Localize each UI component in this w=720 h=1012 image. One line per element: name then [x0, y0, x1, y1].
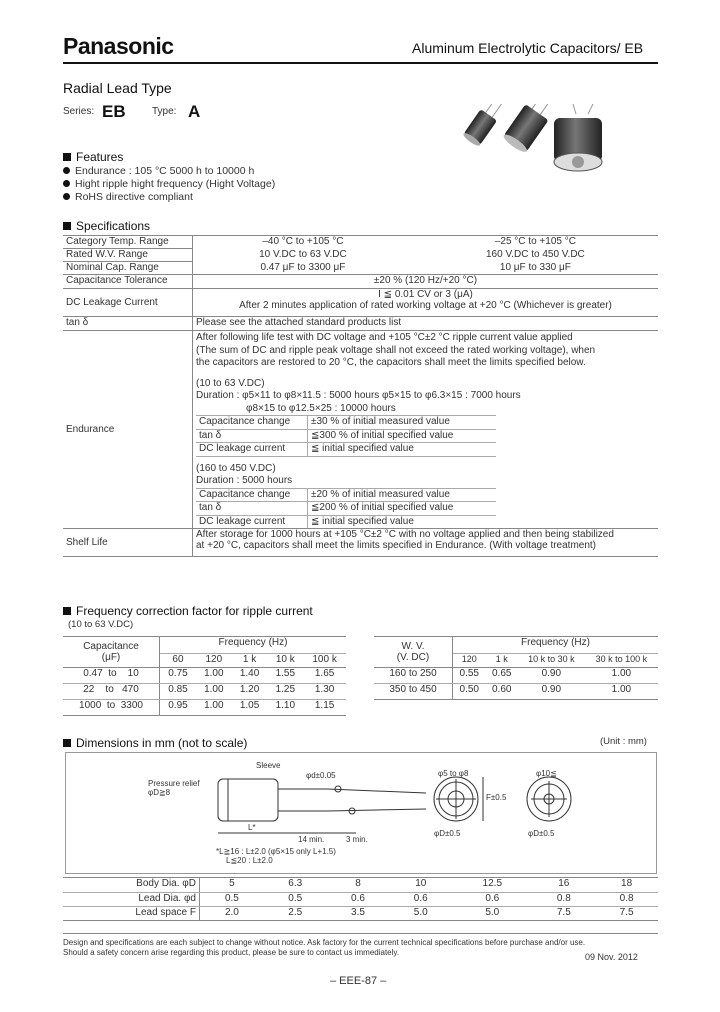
phi-label: φ10≦	[536, 769, 557, 778]
frequency-range: (10 to 63 V.DC)	[68, 619, 134, 630]
three-min-label: 3 min.	[346, 835, 368, 844]
spec-value: 10 μF to 330 μF	[413, 262, 658, 275]
pressure-label: Pressure relief	[148, 779, 200, 788]
wv-header: W. V. (V. DC)	[374, 637, 453, 668]
spec-label: Shelf Life	[63, 529, 193, 557]
product-title: Radial Lead Type	[63, 80, 172, 96]
endurance-detail: After following life test with DC voltage and +105 °C±2 °C ripple current value applied (The sum of DC and ripple peak voltage shall not exceed the rated working voltage), when the capacitors are restored to 20 °C, the capacitors shall meet the limits specified below. (10 to 63 V.DC) Duration : φ5×11 to φ8×11.5 : 5000 hours φ5×15 to φ6.3×15 : 7000 hours φ8×15 to φ12.5×25 : 10000 hours Capacitance change ±30 % of initial measured value tan δ ≦300 % of initial specified value DC leakage current ≦ initial specified value (160 to 450 V.DC) Duration : 5000 hours Capacitance change ±20 % of initial measured value tan δ ≦200 % of initial specified value DC leakage current ≦ initial specified value	[193, 331, 659, 529]
note-label: L≦20 : L±2.0	[226, 856, 273, 865]
frequency-heading: Frequency correction factor for ripple current	[63, 604, 313, 618]
specifications-table	[63, 235, 658, 557]
spec-value: –40 °C to +105 °C	[262, 236, 344, 247]
feature-item: Hight ripple hight frequency (Hight Voltage)	[63, 178, 275, 190]
spec-value: 160 V.DC to 450 V.DC	[486, 248, 585, 260]
type-label: Type:	[152, 106, 177, 117]
frequency-table-low: Capacitance (μF) Frequency (Hz) 60 120 1 k 10 k 100 k 0.47 to 10 0.75 1.00 1.40 1.55 1.65 22 to 470 0.85 1.00 1.20 1.25 1.30 1000 to 3300 0.95 1.00 1.05 1.10 1.15	[63, 636, 346, 716]
specifications-heading: Specifications	[63, 219, 150, 233]
dimension-drawing	[65, 752, 657, 874]
spec-label: Nominal Cap. Range	[63, 262, 193, 275]
dimensions-heading: Dimensions in mm (not to scale)	[63, 736, 247, 750]
series-value: EB	[102, 102, 126, 121]
header-rule	[63, 62, 658, 64]
min-label: 14 min.	[298, 835, 325, 844]
endurance-low-table: Capacitance change ±30 % of initial measured value tan δ ≦300 % of initial specified value DC leakage current ≦ initial specified value	[196, 415, 496, 457]
spec-label: Endurance	[63, 331, 193, 529]
page-number: – EEE-87 –	[330, 975, 387, 987]
dimension-table: Body Dia. φD 5 6.3 8 10 12.5 16 18 Lead Dia. φd 0.5 0.5 0.6 0.6 0.6 0.8 0.8 Lead space F 2.0 2.5 3.5 5.0 5.0 7.5 7.5	[63, 877, 658, 921]
spec-value: Please see the attached standard products list	[193, 317, 659, 331]
brand-logo: Panasonic	[63, 33, 174, 59]
pressure-label: φD≧8	[148, 788, 171, 797]
frequency-table-high: W. V. (V. DC) Frequency (Hz) 120 1 k 10 k to 30 k 30 k to 100 k 160 to 250 0.55 0.65 0.90 1.00 350 to 450 0.50 0.60 0.90 1.00	[374, 636, 658, 700]
footer-rule	[63, 933, 658, 934]
d-tol-label: φD±0.5	[528, 829, 555, 838]
spec-value: 10 V.DC to 63 V.DC	[259, 248, 347, 260]
sleeve-label: Sleeve	[256, 761, 281, 770]
spec-label: Capacitance Tolerance	[63, 275, 193, 289]
length-label: L*	[248, 823, 256, 832]
series-label: Series:	[63, 106, 95, 117]
spec-value: –25 °C to +105 °C	[494, 236, 576, 247]
spec-value: 0.47 μF to 3300 μF	[193, 262, 413, 275]
spec-label: tan δ	[63, 317, 193, 331]
revision-date: 09 Nov. 2012	[585, 952, 638, 962]
d-tol-label: φD±0.5	[434, 829, 461, 838]
spec-value: I ≦ 0.01 CV or 3 (μA) After 2 minutes application of rated working voltage at +20 °C (Whichever is greater)	[193, 289, 659, 317]
endurance-high-table: Capacitance change ±20 % of initial measured value tan δ ≦200 % of initial specified value DC leakage current ≦ initial specified value	[196, 488, 496, 529]
f-tol-label: F±0.5	[486, 793, 507, 802]
spec-label: DC Leakage Current	[63, 289, 193, 317]
footer-notes: Design and specifications are each subject to change without notice. Ask factory for the current technical specifications before purchase and/or use. Should a safety concern arise regarding this product, please be sure to contact us immediately.	[63, 938, 586, 957]
phi-label: φ5 to φ8	[438, 769, 469, 778]
feature-item: Endurance : 105 °C 5000 h to 10000 h	[63, 165, 254, 177]
type-value: A	[188, 102, 201, 121]
capacitor-product-image	[458, 104, 658, 174]
spec-label: Rated W.V. Range	[63, 249, 193, 262]
spec-value: ±20 % (120 Hz/+20 °C)	[193, 275, 659, 289]
cap-header: Capacitance (μF)	[63, 637, 160, 668]
feature-item: RoHS directive compliant	[63, 191, 193, 203]
spec-label: Category Temp. Range	[63, 236, 193, 249]
spec-value: After storage for 1000 hours at +105 °C±2 °C with no voltage applied and then being stabilized at +20 °C, capacitors shall meet the limits specified in Endurance. (With voltage treatment)	[193, 529, 659, 557]
freq-header: Frequency (Hz)	[453, 637, 659, 654]
freq-header: Frequency (Hz)	[160, 637, 347, 654]
lead-dia-label: φd±0.05	[306, 771, 336, 780]
unit-label: (Unit : mm)	[600, 736, 647, 747]
document-title: Aluminum Electrolytic Capacitors/ EB	[412, 40, 644, 56]
dimension-drawing-svg	[66, 753, 656, 873]
note-label: *L≧16 : L±2.0 (φ5×15 only L+1.5)	[216, 847, 336, 856]
features-heading: Features	[63, 150, 123, 164]
